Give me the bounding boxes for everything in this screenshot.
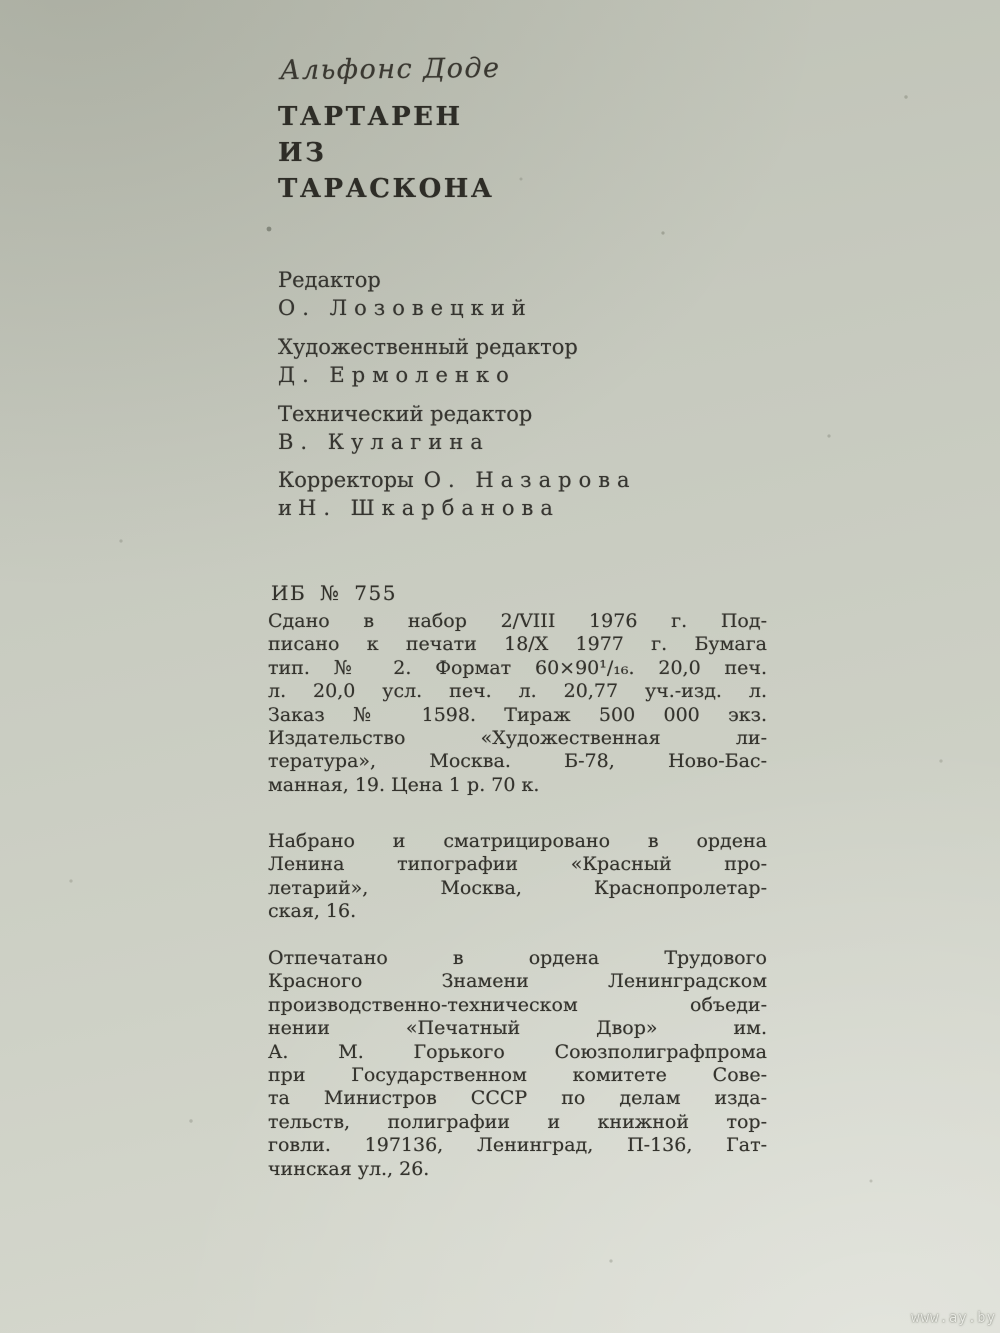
print-info-line: тература», Москва. Б-78, Ново-Бас-: [268, 750, 767, 773]
printing-line: Отпечатано в ордена Трудового: [268, 947, 767, 969]
proofreaders-role: Корректоры: [278, 468, 414, 492]
typesetting-paragraph: [268, 830, 767, 924]
title-line-1: ТАРТАРЕН: [278, 102, 463, 132]
site-watermark: www.ay.by: [911, 1310, 996, 1326]
printing-line: тельств, полиграфии и книжной тор-: [268, 1110, 767, 1133]
art-editor-role: Художественный редактор: [278, 335, 578, 359]
art-editor-name: Д. Ермоленко: [278, 363, 516, 387]
typesetting-line: Набрано и сматрицировано в ордена: [268, 830, 767, 852]
proofreaders-conjunction: и: [278, 496, 292, 520]
typesetting-line: ская, 16.: [268, 900, 357, 923]
editor-name: О. Лозовецкий: [278, 296, 533, 320]
proofreader-2-name: Н. Шкарбанова: [298, 496, 560, 520]
printing-line: при Государственном комитете Сове-: [268, 1064, 767, 1087]
tech-editor-name: В. Кулагина: [278, 430, 490, 454]
typesetting-line: Ленина типографии «Красный про-: [268, 853, 767, 876]
ib-number: ИБ № 755: [271, 581, 397, 605]
print-info-line: Издательство «Художественная ли-: [268, 727, 767, 750]
proofreaders-line-1: [278, 469, 637, 491]
print-info-line: манная, 19. Цена 1 р. 70 к.: [268, 773, 540, 796]
paper-specks: [0, 0, 2, 2]
editor-role: Редактор: [278, 268, 381, 292]
printing-line: говли. 197136, Ленинград, П-136, Гат-: [268, 1134, 767, 1157]
proofreaders-line-2: [278, 497, 637, 519]
printing-line: производственно-техническом объеди-: [268, 993, 767, 1016]
print-info-line: тип. № 2. Формат 60×90¹/₁₆. 20,0 печ.: [268, 656, 767, 679]
typesetting-line: летарий», Москва, Краснопролетар-: [268, 876, 767, 899]
title-line-3: ТАРАСКОНА: [278, 174, 495, 204]
printing-line: Красного Знамени Ленинградском: [268, 970, 767, 993]
tech-editor-role: Технический редактор: [278, 402, 533, 426]
book-title: [278, 99, 494, 207]
title-line-2: ИЗ: [278, 138, 327, 168]
printing-paragraph: [268, 947, 767, 1181]
print-info-paragraph: [268, 610, 767, 797]
staff-block: [278, 269, 637, 519]
print-info-line: л. 20,0 усл. печ. л. 20,77 уч.-изд. л.: [268, 680, 767, 703]
printing-line: А. М. Горького Союзполиграфпрома: [268, 1040, 767, 1063]
print-info-line: Заказ № 1598. Тираж 500 000 экз.: [268, 703, 767, 726]
printing-line: чинская ул., 26.: [268, 1157, 430, 1180]
printing-line: нении «Печатный Двор» им.: [268, 1017, 767, 1040]
print-info-line: Сдано в набор 2/VIII 1976 г. Под-: [268, 610, 767, 632]
printing-line: та Министров СССР по делам изда-: [268, 1087, 767, 1110]
print-info-line: писано к печати 18/X 1977 г. Бумага: [268, 633, 767, 656]
proofreader-1-name: О. Назарова: [423, 468, 637, 492]
author-name: Альфонс Доде: [279, 52, 501, 87]
